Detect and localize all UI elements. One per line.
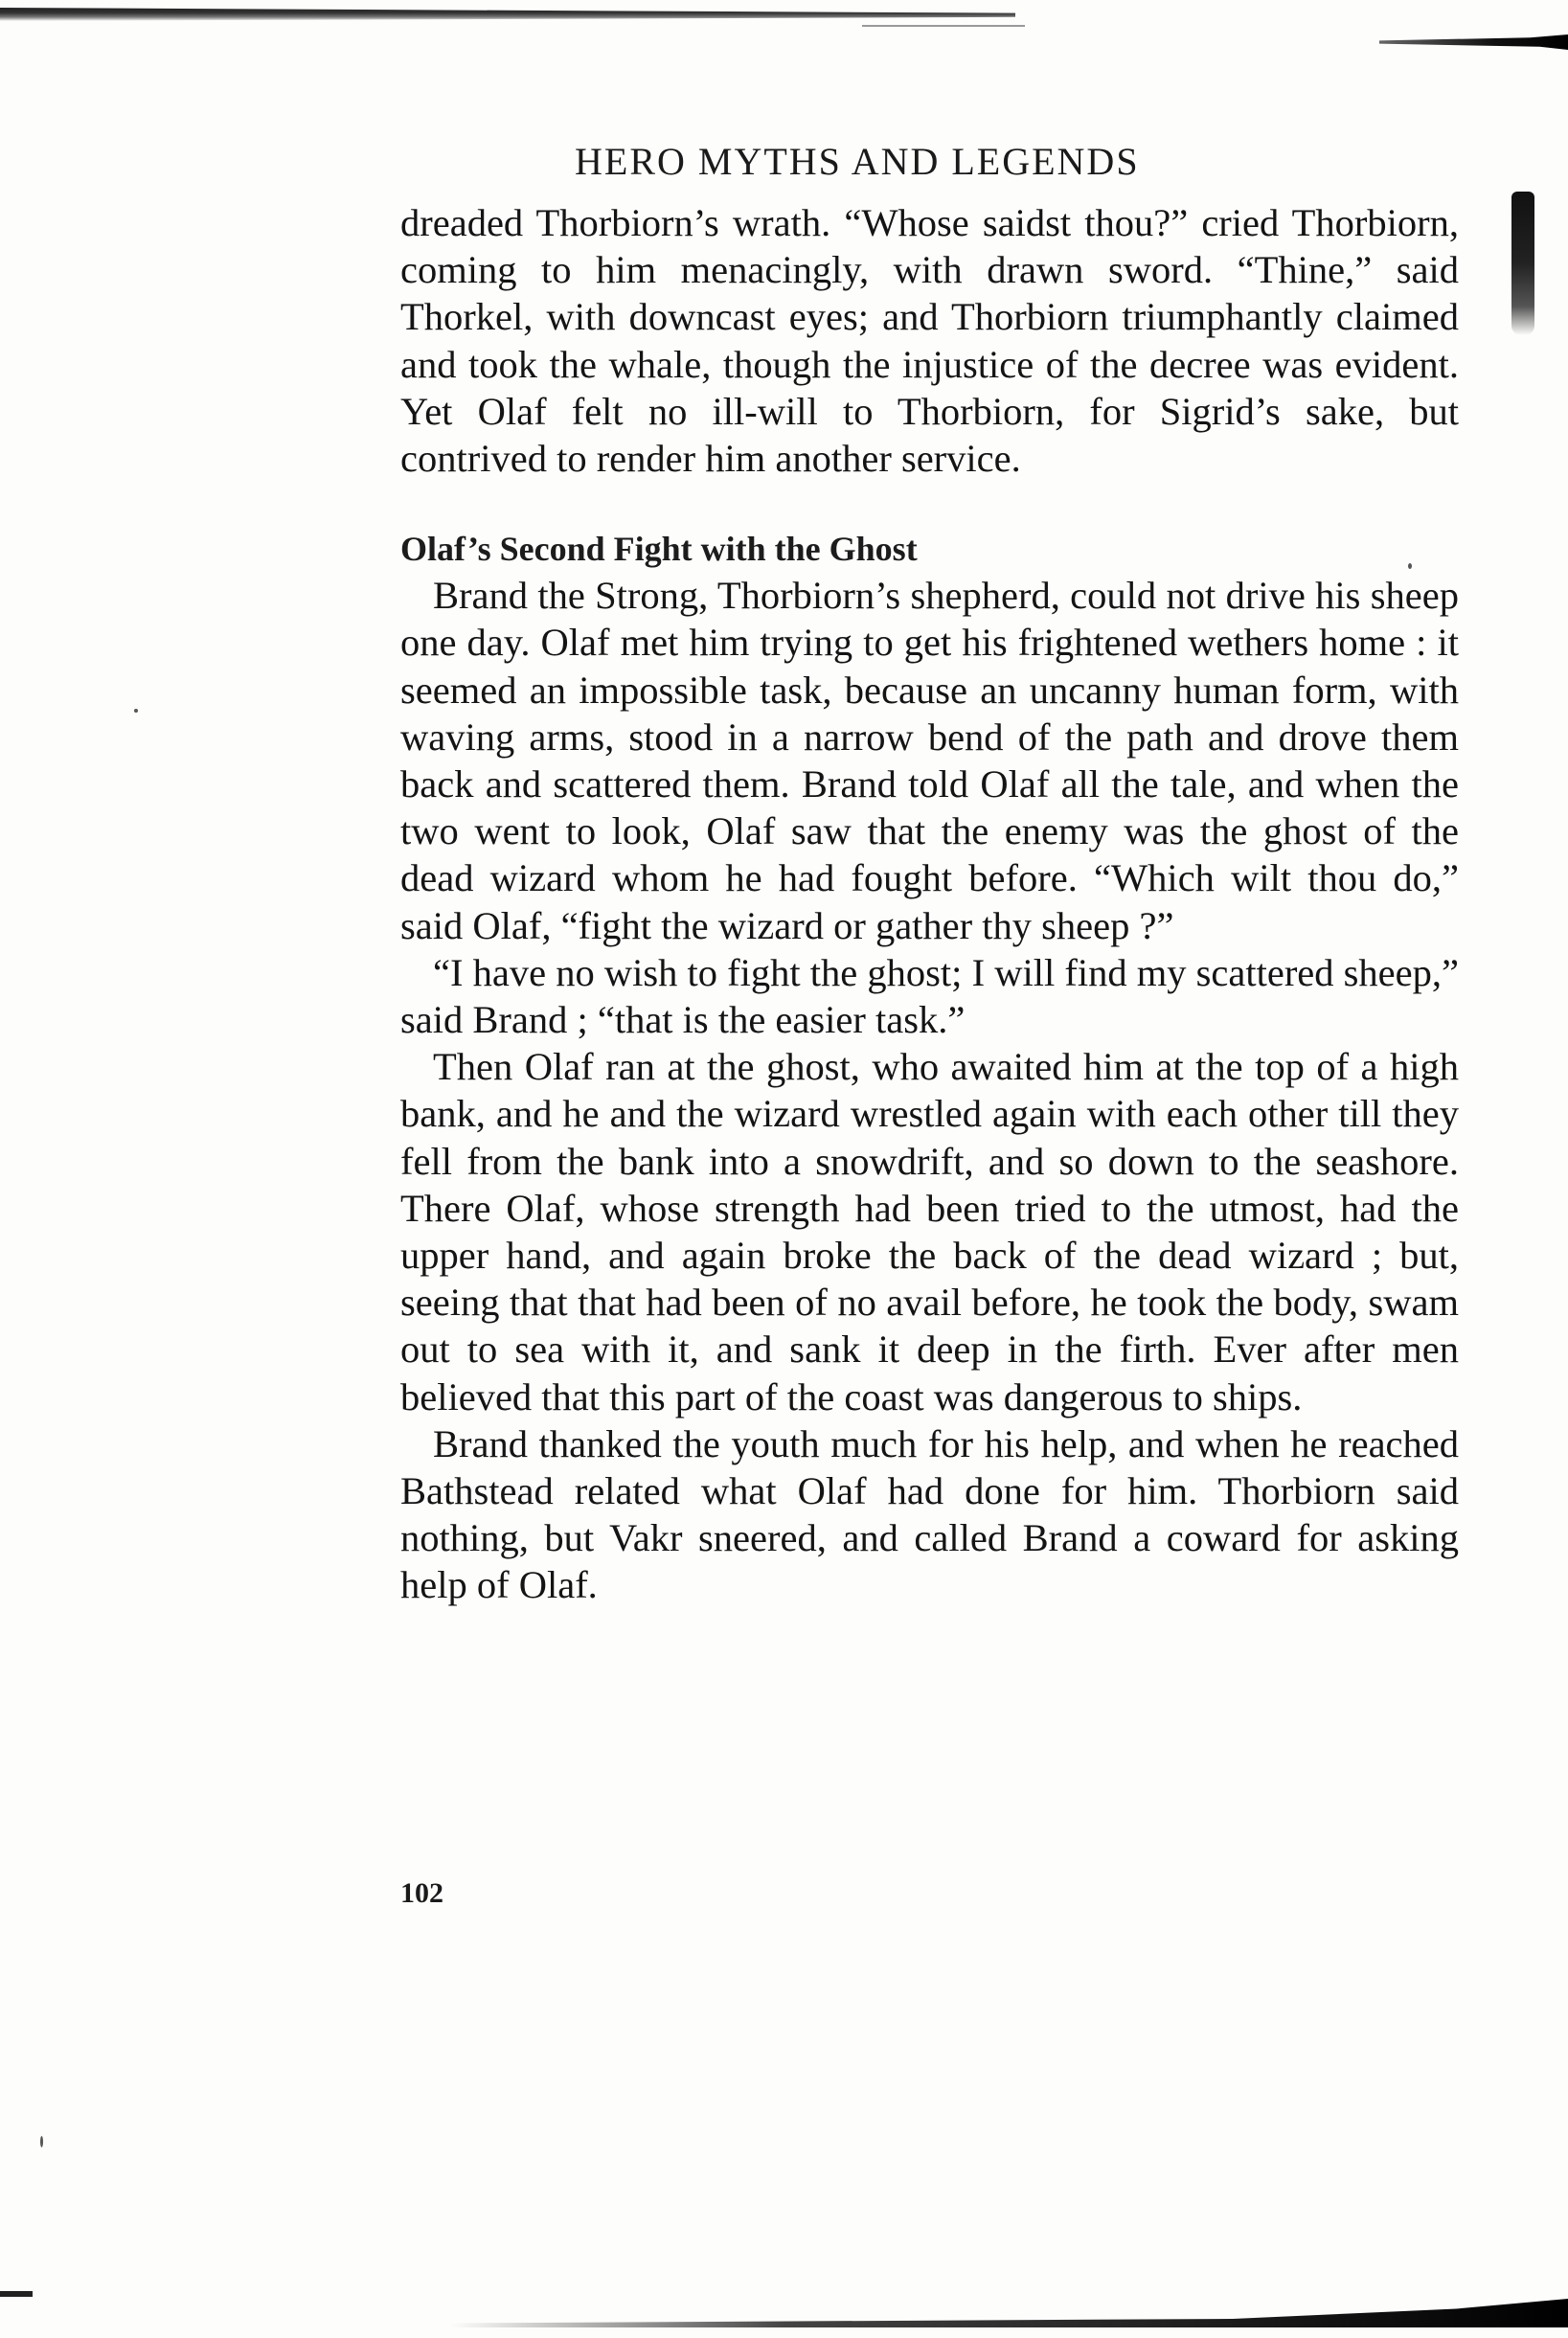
paragraph: Brand thanked the youth much for his help, and when he reached Bathstead related what Olaf had done for him. Thorbiorn said nothing, but Vakr sneered, and called Brand a coward for asking help of Olaf. xyxy=(400,1421,1459,1607)
paragraph: Brand the Strong, Thorbiorn’s shepherd, could not drive his sheep one day. Olaf met him trying to get his frightened wethers home : it seemed an impossible task, because an uncanny human form, with waving arms, stood in a narrow bend of the path and drove them back and scattered them. Brand told Olaf all the tale, and when the two went to look, Olaf saw that the enemy was the ghost of the dead wizard whom he had fought before. “Which wilt thou do,” said Olaf, “fight the wizard or gather thy sheep ?” xyxy=(400,574,1459,947)
scan-edge-mark-bottom-left xyxy=(0,2291,33,2297)
page-number: 102 xyxy=(400,1877,443,1909)
scan-binding-mark xyxy=(1511,192,1534,335)
body-text xyxy=(400,199,1459,1609)
section-heading: Olaf’s Second Fight with the Ghost xyxy=(400,530,918,569)
scan-edge-shadow-top-right xyxy=(1379,34,1568,50)
scan-speck xyxy=(40,2136,43,2147)
scan-edge-line-top xyxy=(862,25,1025,27)
paragraph: dreaded Thorbiorn’s wrath. “Whose saidst thou?” cried Thorbiorn, coming to him menacingly, with drawn sword. “Thine,” said Thorkel, with downcast eyes; and Thorbiorn triumphantly claimed and took the whale, though the injustice of the decree was evident. Yet Olaf felt no ill-will to Thorbiorn, for Sigrid’s sake, but contrived to render him another service. xyxy=(400,201,1459,481)
paragraph: “I have no wish to fight the ghost; I will find my scattered sheep,” said Brand ; “that is the easier task.” xyxy=(400,950,1459,1042)
running-head: HERO MYTHS AND LEGENDS xyxy=(575,140,1140,183)
paragraph: Then Olaf ran at the ghost, who awaited him at the top of a high bank, and he and the wizard wrestled again with each other till they fell from the bank into a snowdrift, and so down to the seashore. There Olaf, whose strength had been tried to the utmost, had the upper hand, and again broke the back of the dead wizard ; but, seeing that that had been of no avail before, he took the body, swam out to sea with it, and sank it deep in the firth. Ever after men believed that this part of the coast was dangerous to ships. xyxy=(400,1045,1459,1419)
scan-speck xyxy=(134,709,138,713)
scan-edge-shadow-top xyxy=(0,8,1015,21)
scan-edge-shadow-bottom xyxy=(450,2299,1568,2327)
